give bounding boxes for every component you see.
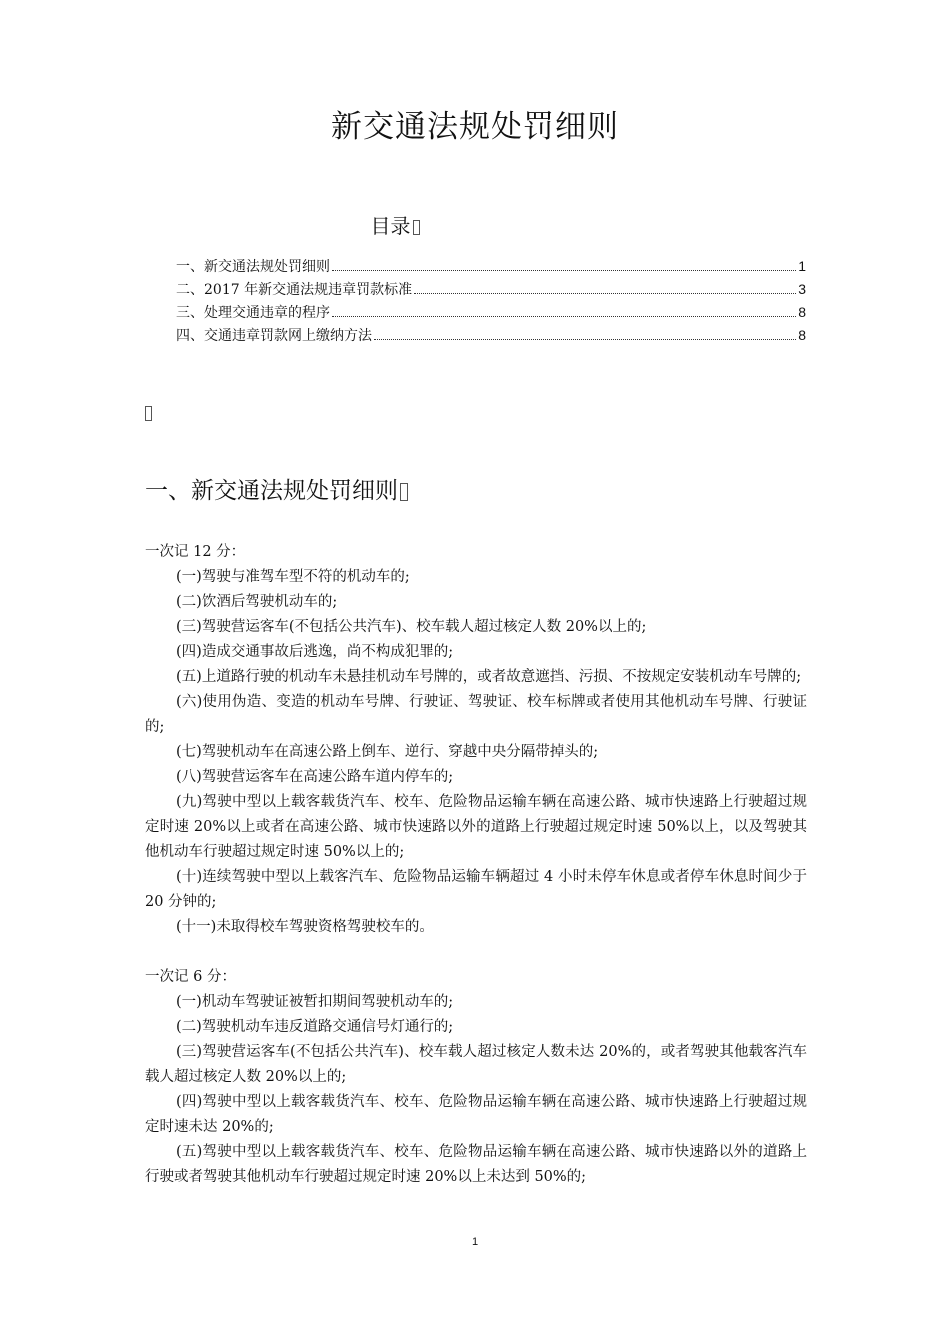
paragraph-gap <box>145 940 807 965</box>
list-item: (一)驾驶与准驾车型不符的机动车的; <box>176 569 410 585</box>
list-item: (七)驾驶机动车在高速公路上倒车、逆行、穿越中央分隔带掉头的; <box>176 744 599 760</box>
points-6-label: 一次记 6 分： <box>145 969 236 985</box>
points-12-label: 一次记 12 分： <box>145 544 246 560</box>
document-title: 新交通法规处罚细则 <box>331 109 619 145</box>
toc-entry-page: 1 <box>798 258 806 274</box>
list-item: (二)驾驶机动车违反道路交通信号灯通行的; <box>176 1019 454 1035</box>
missing-glyph-icon <box>400 483 408 501</box>
toc-entry-text: 二、2017 年新交通法规违章罚款标准 <box>176 282 413 298</box>
page-number: 1 <box>471 1236 479 1248</box>
list-item: (八)驾驶营运客车在高速公路车道内停车的; <box>176 769 454 785</box>
list-item: (四)驾驶中型以上载客载货汽车、校车、危险物品运输车辆在高速公路、城市快速路上行驶超过规定时速未达 20%的; <box>145 1094 807 1135</box>
list-item: (十一)未取得校车驾驶资格驾驶校车的。 <box>176 919 434 935</box>
toc-entry-text: 三、处理交通违章的程序 <box>176 305 330 321</box>
toc-entry-page: 3 <box>798 281 806 297</box>
toc-heading-text: 目录 <box>370 214 411 238</box>
list-item: (二)饮酒后驾驶机动车的; <box>176 594 338 610</box>
toc-leader-dots <box>332 270 796 271</box>
list-item: (九)驾驶中型以上载客载货汽车、校车、危险物品运输车辆在高速公路、城市快速路上行驶超过规定时速 20%以上或者在高速公路、城市快速路以外的道路上行驶超过规定时速 50%以上，以及驾驶其他机动车行驶超过规定时速 50%以上的; <box>145 794 807 860</box>
list-item: (十)连续驾驶中型以上载客汽车、危险物品运输车辆超过 4 小时未停车休息或者停车休息时间少于 20 分钟的; <box>145 869 807 910</box>
document-body <box>145 540 807 1190</box>
toc-entry-page: 8 <box>798 304 806 320</box>
toc-heading <box>0 210 790 239</box>
list-item: (一)机动车驾驶证被暂扣期间驾驶机动车的; <box>176 994 454 1010</box>
toc-entry-page: 8 <box>798 327 806 343</box>
table-of-contents <box>176 256 806 348</box>
list-item: (六)使用伪造、变造的机动车号牌、行驶证、驾驶证、校车标牌或者使用其他机动车号牌、行驶证的; <box>145 694 807 735</box>
toc-entry[interactable] <box>176 325 806 348</box>
list-item: (三)驾驶营运客车(不包括公共汽车)、校车载人超过核定人数 20%以上的; <box>176 619 647 635</box>
missing-glyph-icon <box>413 220 420 235</box>
toc-entry[interactable] <box>176 279 806 302</box>
toc-entry[interactable] <box>176 302 806 325</box>
toc-entry-text: 一、新交通法规处罚细则 <box>176 259 330 275</box>
toc-entry-text: 四、交通违章罚款网上缴纳方法 <box>176 328 372 344</box>
section-heading-text: 一、新交通法规处罚细则 <box>145 478 398 504</box>
missing-glyph-icon <box>145 406 152 421</box>
list-item: (五)驾驶中型以上载客载货汽车、校车、危险物品运输车辆在高速公路、城市快速路以外的道路上行驶或者驾驶其他机动车行驶超过规定时速 20%以上未达到 50%的; <box>145 1144 807 1185</box>
list-item: (五)上道路行驶的机动车未悬挂机动车号牌的，或者故意遮挡、污损、不按规定安装机动车号牌的; <box>176 669 802 685</box>
toc-leader-dots <box>374 339 796 340</box>
toc-entry[interactable] <box>176 256 806 279</box>
list-item: (四)造成交通事故后逃逸，尚不构成犯罪的; <box>176 644 454 660</box>
toc-leader-dots <box>332 316 796 317</box>
toc-leader-dots <box>414 293 796 294</box>
section-heading <box>145 472 408 505</box>
list-item: (三)驾驶营运客车(不包括公共汽车)、校车载人超过核定人数未达 20%的，或者驾驶其他载客汽车载人超过核定人数 20%以上的; <box>145 1044 807 1085</box>
